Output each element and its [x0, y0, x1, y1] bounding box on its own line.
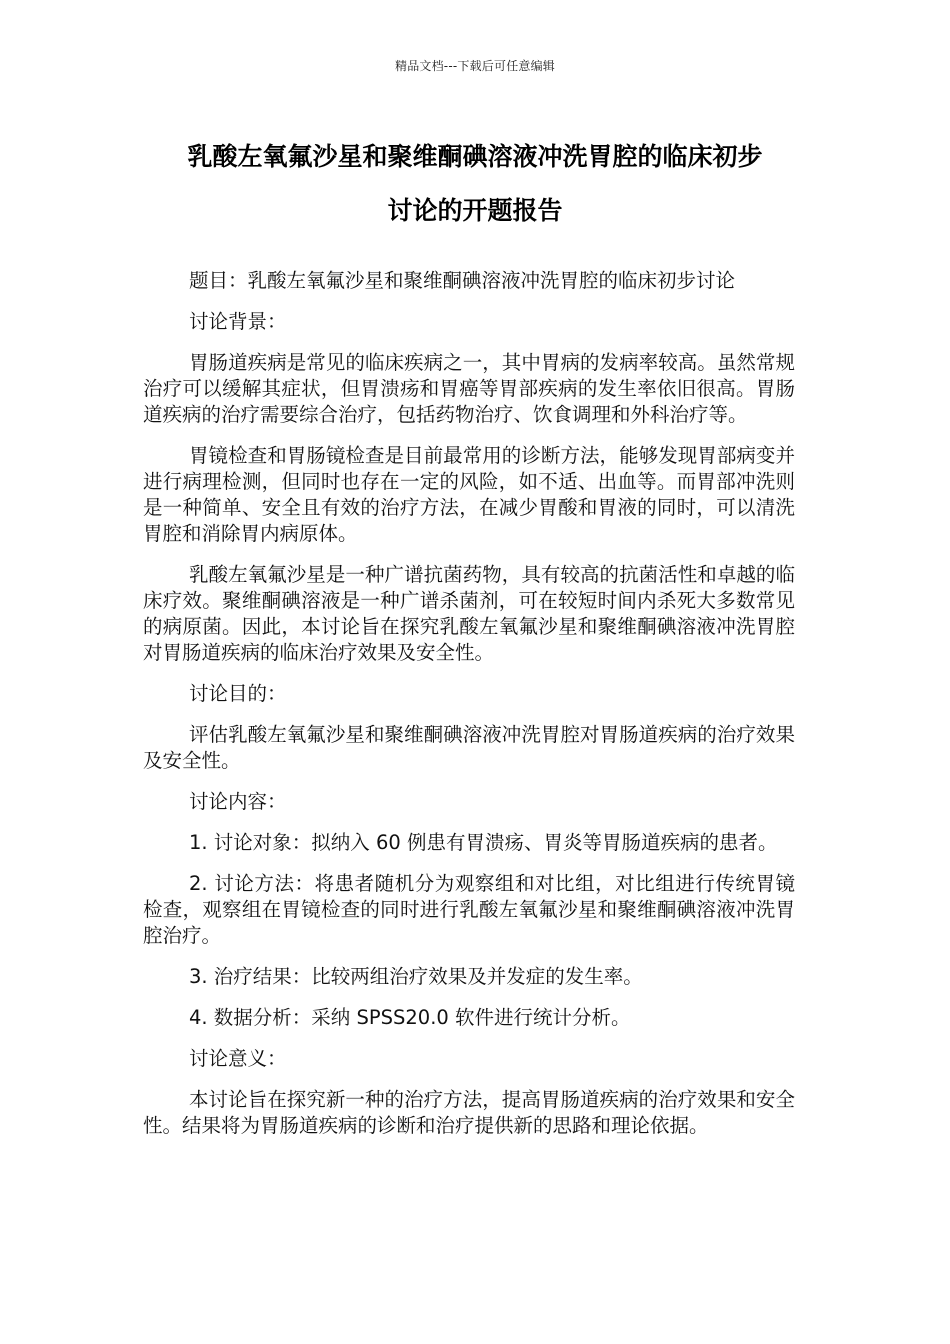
background-paragraph: 胃肠道疾病是常见的临床疾病之一，其中胃病的发病率较高。虽然常规治疗可以缓解其症状，但胃溃疡和胃癌等胃部疾病的发生率依旧很高。胃肠道疾病的治疗需要综合治疗，包括药物治疗、饮食调理和外科治疗等。	[143, 351, 795, 426]
content-heading: 讨论内容：	[189, 790, 287, 813]
content-item: 3. 治疗结果：比较两组治疗效果及并发症的发生率。	[189, 965, 643, 988]
significance-heading: 讨论意义：	[189, 1047, 287, 1070]
document-body	[143, 268, 795, 1154]
content-item: 2. 讨论方法：将患者随机分为观察组和对比组，对比组进行传统胃镜检查，观察组在胃镜检查的同时进行乳酸左氧氟沙星和聚维酮碘溶液冲洗胃腔治疗。	[143, 872, 795, 947]
background-paragraph: 胃镜检查和胃肠镜检查是目前最常用的诊断方法，能够发现胃部病变并进行病理检测，但同时也存在一定的风险，如不适、出血等。而胃部冲洗则是一种简单、安全且有效的治疗方法，在减少胃酸和胃液的同时，可以清洗胃腔和消除胃内病原体。	[143, 444, 795, 545]
header-note: 精品文档---下载后可任意编辑	[395, 59, 555, 73]
purpose-heading: 讨论目的：	[189, 682, 287, 705]
significance-paragraph: 本讨论旨在探究新一种的治疗方法，提高胃肠道疾病的治疗效果和安全性。结果将为胃肠道疾病的诊断和治疗提供新的思路和理论依据。	[143, 1088, 795, 1137]
content-item: 1. 讨论对象：拟纳入 60 例患有胃溃疡、胃炎等胃肠道疾病的患者。	[189, 831, 778, 854]
topic-paragraph: 题目：乳酸左氧氟沙星和聚维酮碘溶液冲洗胃腔的临床初步讨论	[189, 269, 736, 292]
background-paragraph: 乳酸左氧氟沙星是一种广谱抗菌药物，具有较高的抗菌活性和卓越的临床疗效。聚维酮碘溶液是一种广谱杀菌剂，可在较短时间内杀死大多数常见的病原菌。因此，本讨论旨在探究乳酸左氧氟沙星和聚维酮碘溶液冲洗胃腔对胃肠道疾病的临床治疗效果及安全性。	[143, 563, 795, 664]
title-line-2: 讨论的开题报告	[387, 196, 563, 225]
content-item: 4. 数据分析：采纳 SPSS20.0 软件进行统计分析。	[189, 1006, 631, 1029]
background-heading: 讨论背景：	[189, 310, 287, 333]
title-line-1: 乳酸左氧氟沙星和聚维酮碘溶液冲洗胃腔的临床初步	[187, 142, 763, 171]
purpose-paragraph: 评估乳酸左氧氟沙星和聚维酮碘溶液冲洗胃腔对胃肠道疾病的治疗效果及安全性。	[143, 723, 795, 772]
document-title	[140, 130, 810, 238]
